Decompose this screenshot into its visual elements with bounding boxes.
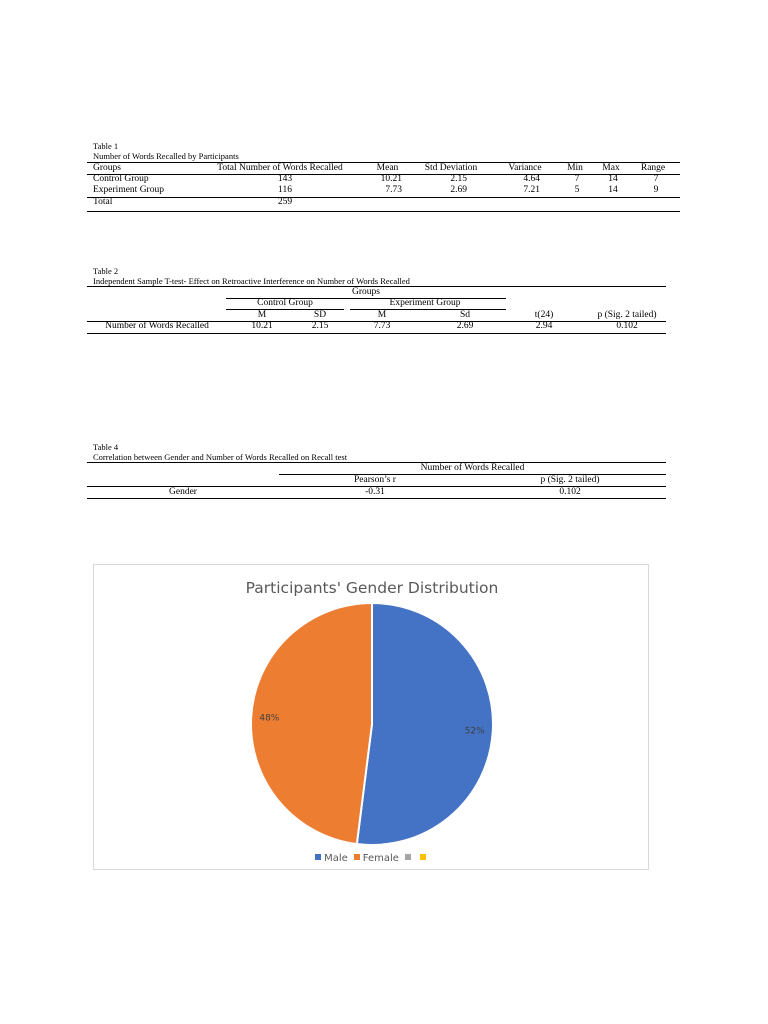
table-cell: 143 — [277, 174, 293, 184]
gender-pie-chart — [93, 564, 649, 870]
table-cell: 2.69 — [450, 185, 467, 195]
table-1-title: Number of Words Recalled by Participants — [93, 151, 239, 161]
legend-item — [315, 853, 348, 864]
table-cell: 10.21 — [251, 321, 273, 331]
table-cell: Control Group — [93, 174, 149, 184]
table-cell: Experiment Group — [93, 185, 164, 195]
pie-plot-area — [94, 565, 650, 871]
table-2-control-header: Control Group — [257, 298, 313, 308]
table-4-number: Table 4 — [93, 442, 119, 452]
legend-swatch — [405, 854, 411, 860]
table-2-header-m2: M — [377, 310, 387, 320]
legend-item — [354, 853, 399, 864]
table-2-experiment-header: Experiment Group — [389, 298, 461, 308]
chart-title: Participants' Gender Distribution — [245, 579, 499, 597]
table-2-title: Independent Sample T-test- Effect on Retroactive Interference on Number of Words Recalled — [93, 276, 410, 286]
table-cell: 10.21 — [380, 174, 402, 184]
table-cell: 9 — [653, 185, 659, 195]
table-cell: Total — [93, 197, 113, 207]
table-1-header-min: Min — [567, 163, 583, 173]
table-cell: 4.64 — [523, 174, 540, 184]
table-2-header-m1: M — [257, 310, 267, 320]
chart-legend — [94, 853, 650, 864]
table-2-header-sd1: SD — [313, 310, 327, 320]
table-cell: 2.69 — [456, 321, 474, 331]
table-4-top-header: Number of Words Recalled — [420, 463, 525, 473]
table-cell: 14 — [608, 174, 618, 184]
table-4-header-p: p (Sig. 2 tailed) — [540, 475, 600, 485]
table-2-bottom-rule — [87, 333, 666, 334]
table-1-header-range: Range — [640, 163, 666, 173]
legend-item — [405, 853, 414, 864]
table-2-number: Table 2 — [93, 266, 119, 276]
table-4-title: Correlation between Gender and Number of Words Recalled on Recall test — [93, 452, 348, 462]
table-cell: 2.15 — [450, 174, 467, 184]
legend-swatch — [420, 854, 426, 860]
table-2-header-sd2: Sd — [459, 310, 471, 320]
table-2-header-t: t(24) — [534, 310, 554, 320]
table-1-number: Table 1 — [93, 141, 119, 151]
table-4-bottom-rule — [87, 498, 666, 499]
table-cell: 0.102 — [559, 487, 581, 497]
table-2-groups-header: Groups — [352, 287, 380, 297]
table-4-header-r: Pearson’s r — [354, 475, 396, 485]
pie-data-label: 48% — [259, 713, 280, 724]
table-1-bottom-rule — [87, 211, 680, 212]
table-1-header-max: Max — [602, 163, 620, 173]
table-cell: Gender — [169, 487, 197, 497]
legend-item — [420, 853, 429, 864]
table-1-header-total: Total Number of Words Recalled — [217, 163, 343, 173]
table-cell: 5 — [574, 185, 580, 195]
legend-swatch — [354, 854, 360, 860]
legend-label: Male — [324, 853, 348, 864]
table-1-header-mean: Mean — [376, 163, 399, 173]
legend-swatch — [315, 854, 321, 860]
table-cell: 116 — [278, 185, 292, 195]
table-2-header-p: p (Sig. 2 tailed) — [597, 310, 657, 320]
table-1-header-groups: Groups — [93, 163, 121, 173]
table-cell: 7.73 — [385, 185, 402, 195]
table-cell: 2.94 — [535, 321, 553, 331]
pie-data-label: 52% — [464, 726, 485, 737]
table-1-header-std: Std Deviation — [424, 163, 478, 173]
table-cell: 7 — [653, 174, 659, 184]
table-cell: 259 — [277, 197, 293, 207]
table-cell: 0.102 — [616, 321, 638, 331]
table-1-header-variance: Variance — [508, 163, 542, 173]
table-cell: -0.31 — [365, 487, 385, 497]
table-cell: Number of Words Recalled — [105, 321, 209, 331]
table-cell: 7 — [574, 174, 580, 184]
table-cell: 2.15 — [311, 321, 329, 331]
table-cell: 7.73 — [373, 321, 391, 331]
table-cell: 14 — [608, 185, 618, 195]
legend-label: Female — [362, 853, 399, 864]
pie-slice-male — [357, 603, 493, 845]
table-cell: 7.21 — [523, 185, 540, 195]
table-1-total-rule — [87, 197, 680, 198]
